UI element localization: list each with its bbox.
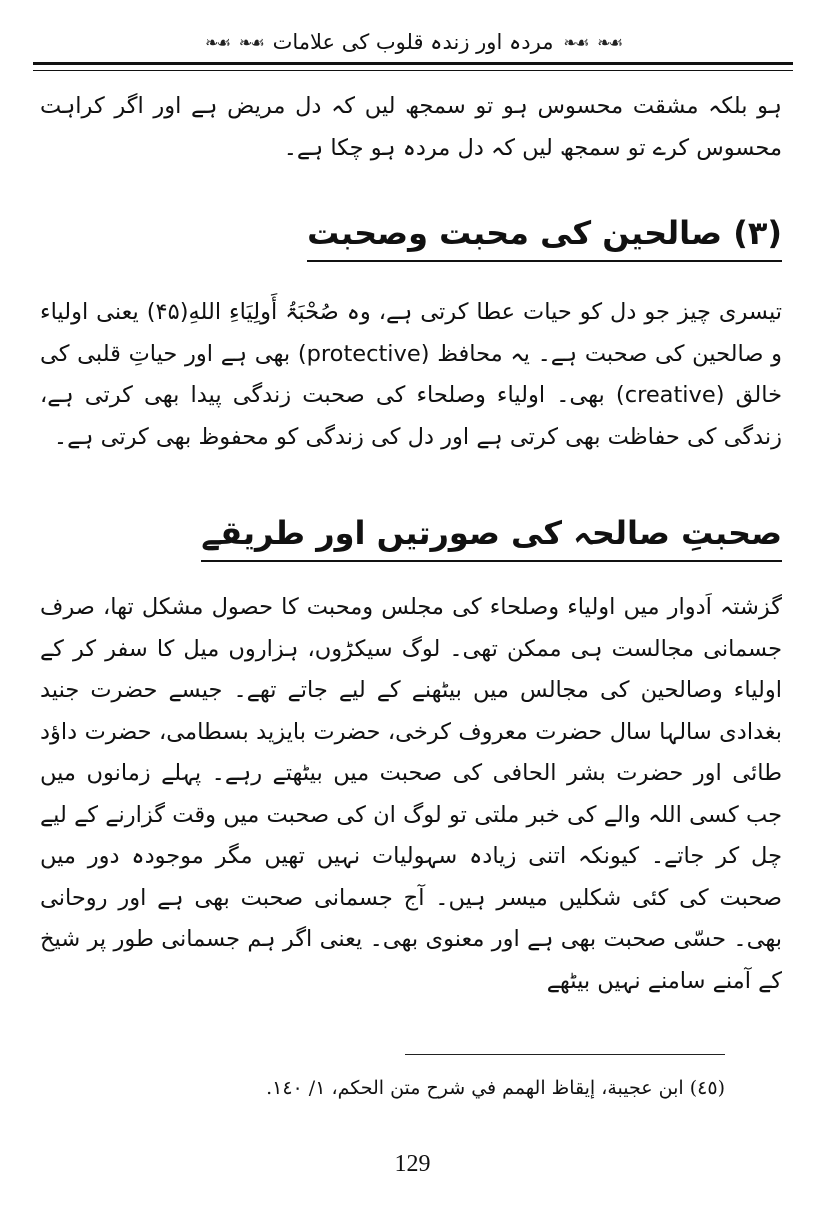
section-heading: (۳) صالحین کی محبت وصحبت [307,210,782,262]
ornament-icon: ☙❧ [597,32,621,52]
page-number: 129 [394,1151,431,1177]
paragraph-body: گزشتہ اَدوار میں اولیاء وصلحاء کی مجلس ومحبت کا حصول مشکل تھا، صرف جسمانی مجالست ہی ممکن تھی۔ لوگ سیکڑوں، ہزاروں میل کا سفر کر کے اولیاء وصالحین کی مجالس میں بیٹھنے کے لیے جاتے تھے۔ جیسے حضرت جنید بغدادی سالہا سال حضرت معروف کرخی، حضرت بایزید بسطامی، حضرت داؤد طائی اور حضرت بشر الحافی کی صحبت میں بیٹھتے رہے۔ پہلے زمانوں میں جب کسی اللہ والے کی خبر ملتی تو لوگ ان کی صحبت میں وقت گزارنے کے لیے چل کر جاتے۔ کیونکہ اتنی زیادہ سہولیات نہیں تھیں مگر موجودہ دور میں صحبت کی کئی شکلیں میسر ہیں۔ آج جسمانی صحبت بھی ہے اور روحانی بھی۔ حسّی صحبت بھی ہے اور معنوی بھی۔ یعنی اگر ہم جسمانی طور پر شیخ کے آمنے سامنے نہیں بیٹھے [40,594,782,994]
paragraph-body: تیسری چیز جو دل کو حیات عطا کرتی ہے، وہ صُحْبَۃُ أَولِیَاءِ اللهِ(۴۵) یعنی اولیاء و صالحین کی صحبت ہے۔ یہ محافظ (protective) بھی ہے اور حیاتِ قلبی کی خالق (creative) بھی۔ اولیاء وصلحاء کی صحبت زندگی پیدا بھی کرتی ہے، زندگی کی حفاظت بھی کرتی ہے اور دل کی زندگی کو محفوظ بھی کرتی ہے۔ [40,299,782,450]
paragraph-continued: ہو بلکہ مشقت محسوس ہو تو سمجھ لیں کہ دل مریض ہے اور اگر کراہت محسوس کرے تو سمجھ لیں کہ دل مردہ ہو چکا ہے۔ [40,93,782,161]
ornament-icon: ☙❧ [238,32,263,52]
running-head-title: مردہ اور زندہ قلوب کی علامات [272,30,554,54]
section-heading-wrapper [201,510,782,562]
header-rule-thin [33,70,793,71]
footnote: (٤٥) ابن عجيبة، إيقاظ الهمم في شرح متن الحكم، ١/ ١٤٠. [266,1077,725,1099]
header-rule-thick [33,62,793,65]
running-head [33,24,793,60]
section-heading-wrapper [307,210,782,262]
ornament-icon: ☙❧ [205,32,229,52]
ornament-icon: ☙❧ [563,32,588,52]
section-heading: صحبتِ صالحہ کی صورتیں اور طریقے [201,510,782,562]
footnote-separator [405,1054,725,1055]
